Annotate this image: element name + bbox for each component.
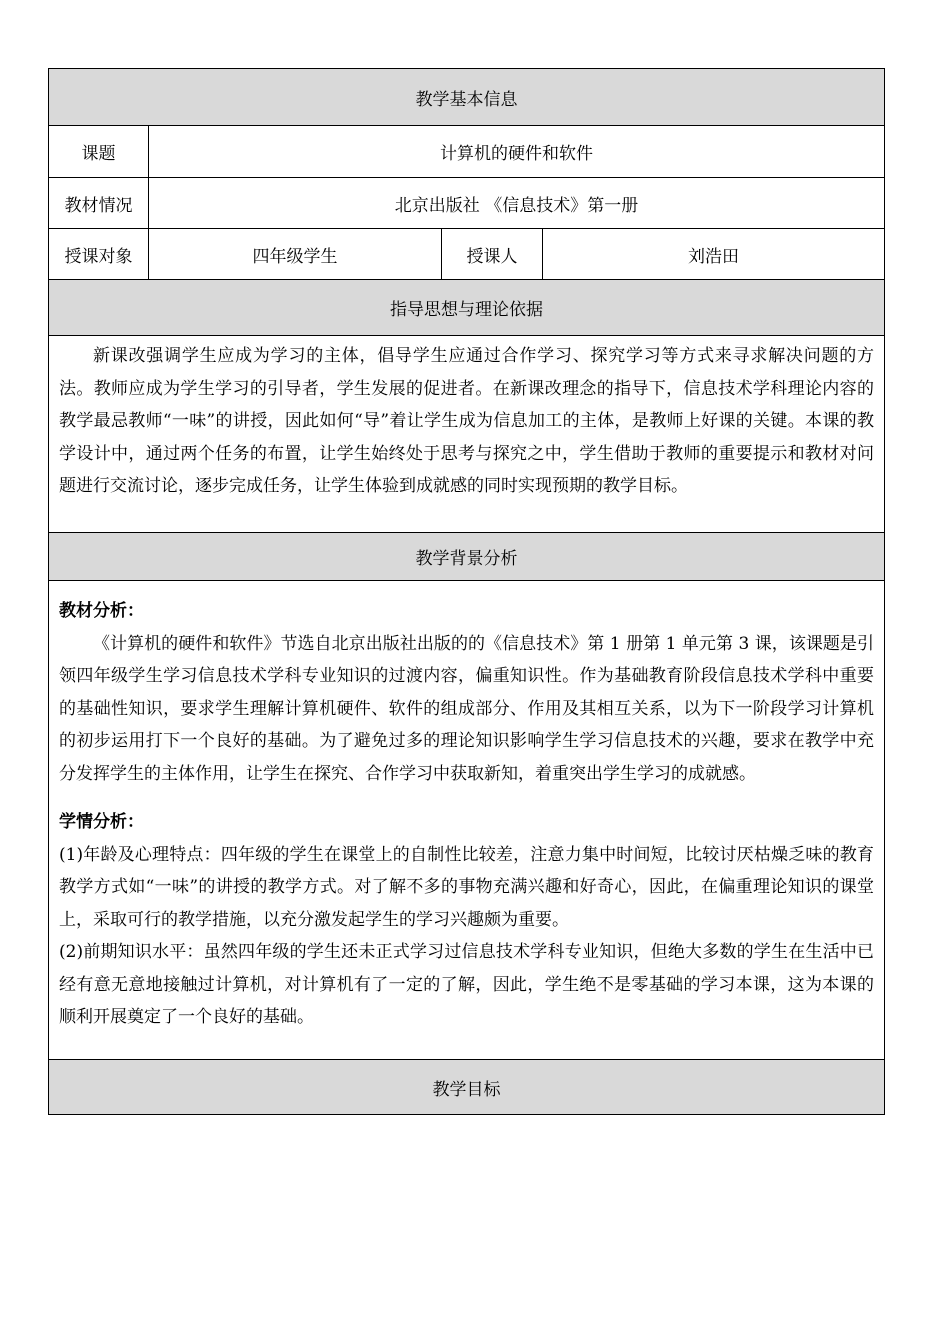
teacher-label: 授课人 bbox=[442, 229, 543, 280]
lesson-plan-table bbox=[48, 68, 885, 1115]
background-cell bbox=[49, 581, 885, 1060]
topic-label: 课题 bbox=[49, 126, 149, 178]
audience-value: 四年级学生 bbox=[149, 229, 442, 280]
guiding-theory-cell bbox=[49, 336, 885, 533]
textbook-value: 北京出版社 《信息技术》第一册 bbox=[149, 178, 885, 229]
teacher-value: 刘浩田 bbox=[543, 229, 885, 280]
basic-info-header: 教学基本信息 bbox=[49, 69, 885, 126]
student-analysis-item-2: (2)前期知识水平：虽然四年级的学生还未正式学习过信息技术学科专业知识，但绝大多数的学生在生活中已经有意无意地接触过计算机，对计算机有了一定的了解，因此，学生绝不是零基础的学习本课，这为本课的顺利开展奠定了一个良好的基础。 bbox=[59, 942, 874, 1027]
student-analysis-item-1: (1)年龄及心理特点：四年级的学生在课堂上的自制性比较差，注意力集中时间短，比较讨厌枯燥乏味的教育教学方式如“一味”的讲授的教学方式。对了解不多的事物充满兴趣和好奇心，因此，在偏重理论知识的课堂上，采取可行的教学措施，以充分激发起学生的学习兴趣颇为重要。 bbox=[59, 844, 874, 930]
audience-label: 授课对象 bbox=[49, 229, 149, 280]
textbook-label: 教材情况 bbox=[49, 178, 149, 229]
background-header: 教学背景分析 bbox=[49, 533, 885, 581]
topic-value: 计算机的硬件和软件 bbox=[149, 126, 885, 178]
material-analysis-text: 《计算机的硬件和软件》节选自北京出版社出版的的《信息技术》第 1 册第 1 单元第 3 课，该课题是引领四年级学生学习信息技术学科专业知识的过渡内容，偏重知识性。作为基础教育阶段信息技术学科中重要的基础性知识，要求学生理解计算机硬件、软件的组成部分、作用及其相互关系，以为下一阶段学习计算机的初步运用打下一个良好的基础。为了避免过多的理论知识影响学生学习信息技术的兴趣，要求在教学中充分发挥学生的主体作用，让学生在探究、合作学习中获取新知，着重突出学生学习的成就感。 bbox=[59, 633, 874, 784]
student-analysis-title: 学情分析： bbox=[59, 812, 144, 832]
objectives-header: 教学目标 bbox=[49, 1060, 885, 1115]
material-analysis-title: 教材分析： bbox=[59, 601, 144, 621]
guiding-theory-header: 指导思想与理论依据 bbox=[49, 280, 885, 336]
guiding-theory-text: 新课改强调学生应成为学习的主体，倡导学生应通过合作学习、探究学习等方式来寻求解决问题的方法。教师应成为学生学习的引导者，学生发展的促进者。在新课改理念的指导下，信息技术学科理论内容的教学最忌教师“一味”的讲授，因此如何“导”着让学生成为信息加工的主体，是教师上好课的关键。本课的教学设计中，通过两个任务的布置，让学生始终处于思考与探究之中，学生借助于教师的重要提示和教材对问题进行交流讨论，逐步完成任务，让学生体验到成就感的同时实现预期的教学目标。 bbox=[59, 346, 874, 496]
